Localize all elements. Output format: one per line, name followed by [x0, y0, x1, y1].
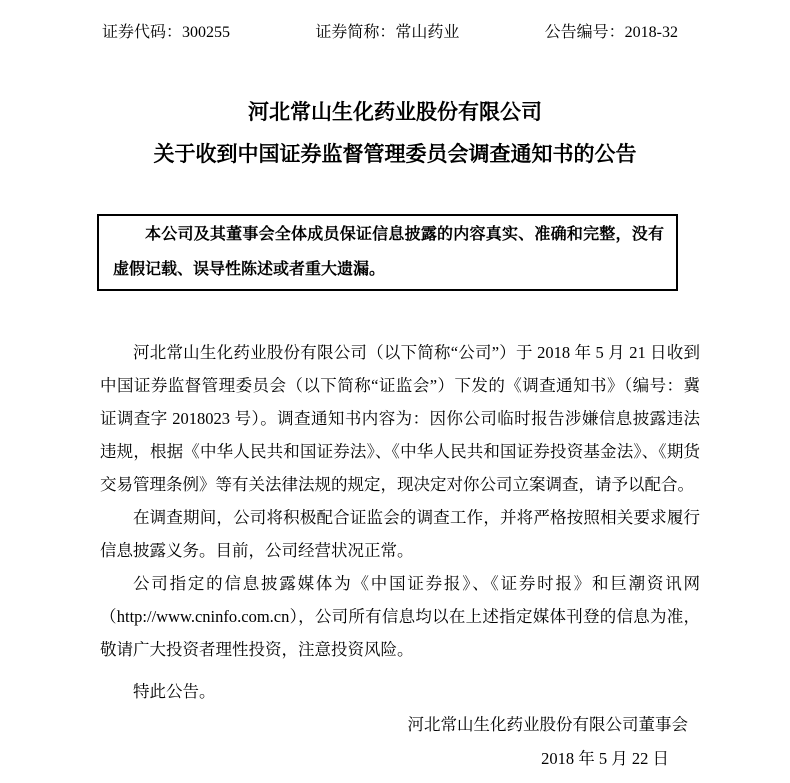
signature-date: 2018 年 5 月 22 日 [541, 749, 669, 768]
stock-abbreviation: 证券简称：常山药业 [315, 24, 460, 41]
closing-statement: 特此公告。 [133, 682, 216, 701]
body-paragraph-2: 在调查期间，公司将积极配合证监会的调查工作，并将严格按照相关要求履行信息披露义务。目前，公司经营状况正常。 [100, 508, 700, 560]
announcement-number: 公告编号：2018-32 [544, 24, 678, 41]
body-paragraph-1: 河北常山生化药业股份有限公司（以下简称“公司”）于 2018 年 5 月 21 日收到中国证券监督管理委员会（以下简称“证监会”）下发的《调查通知书》（编号：冀证调查字 2018023 号）。调查通知书内容为：因你公司临时报告涉嫌信息披露违法违规，根据《中华人民共和国证券法》、《中华人民共和国证券投资基金法》、《期货交易管理条例》等有关法律法规的规定，现决定对你公司立案调查，请予以配合。 [100, 343, 700, 494]
declaration-box [97, 214, 678, 291]
stock-code: 证券代码：300255 [102, 24, 231, 41]
body-paragraph-3: 公司指定的信息披露媒体为《中国证券报》、《证券时报》和巨潮资讯网（http://www.cninfo.com.cn），公司所有信息均以在上述指定媒体刊登的信息为准，敬请广大投资者理性投资，注意投资风险。 [100, 574, 700, 659]
signature-company: 河北常山生化药业股份有限公司董事会 [407, 715, 688, 734]
declaration-text: 本公司及其董事会全体成员保证信息披露的内容真实、准确和完整，没有虚假记载、误导性陈述或者重大遗漏。 [113, 226, 664, 278]
document-header [0, 0, 790, 43]
document-body [100, 336, 700, 776]
announcement-title: 关于收到中国证券监督管理委员会调查通知书的公告 [153, 142, 637, 166]
company-title: 河北常山生化药业股份有限公司 [248, 100, 542, 124]
